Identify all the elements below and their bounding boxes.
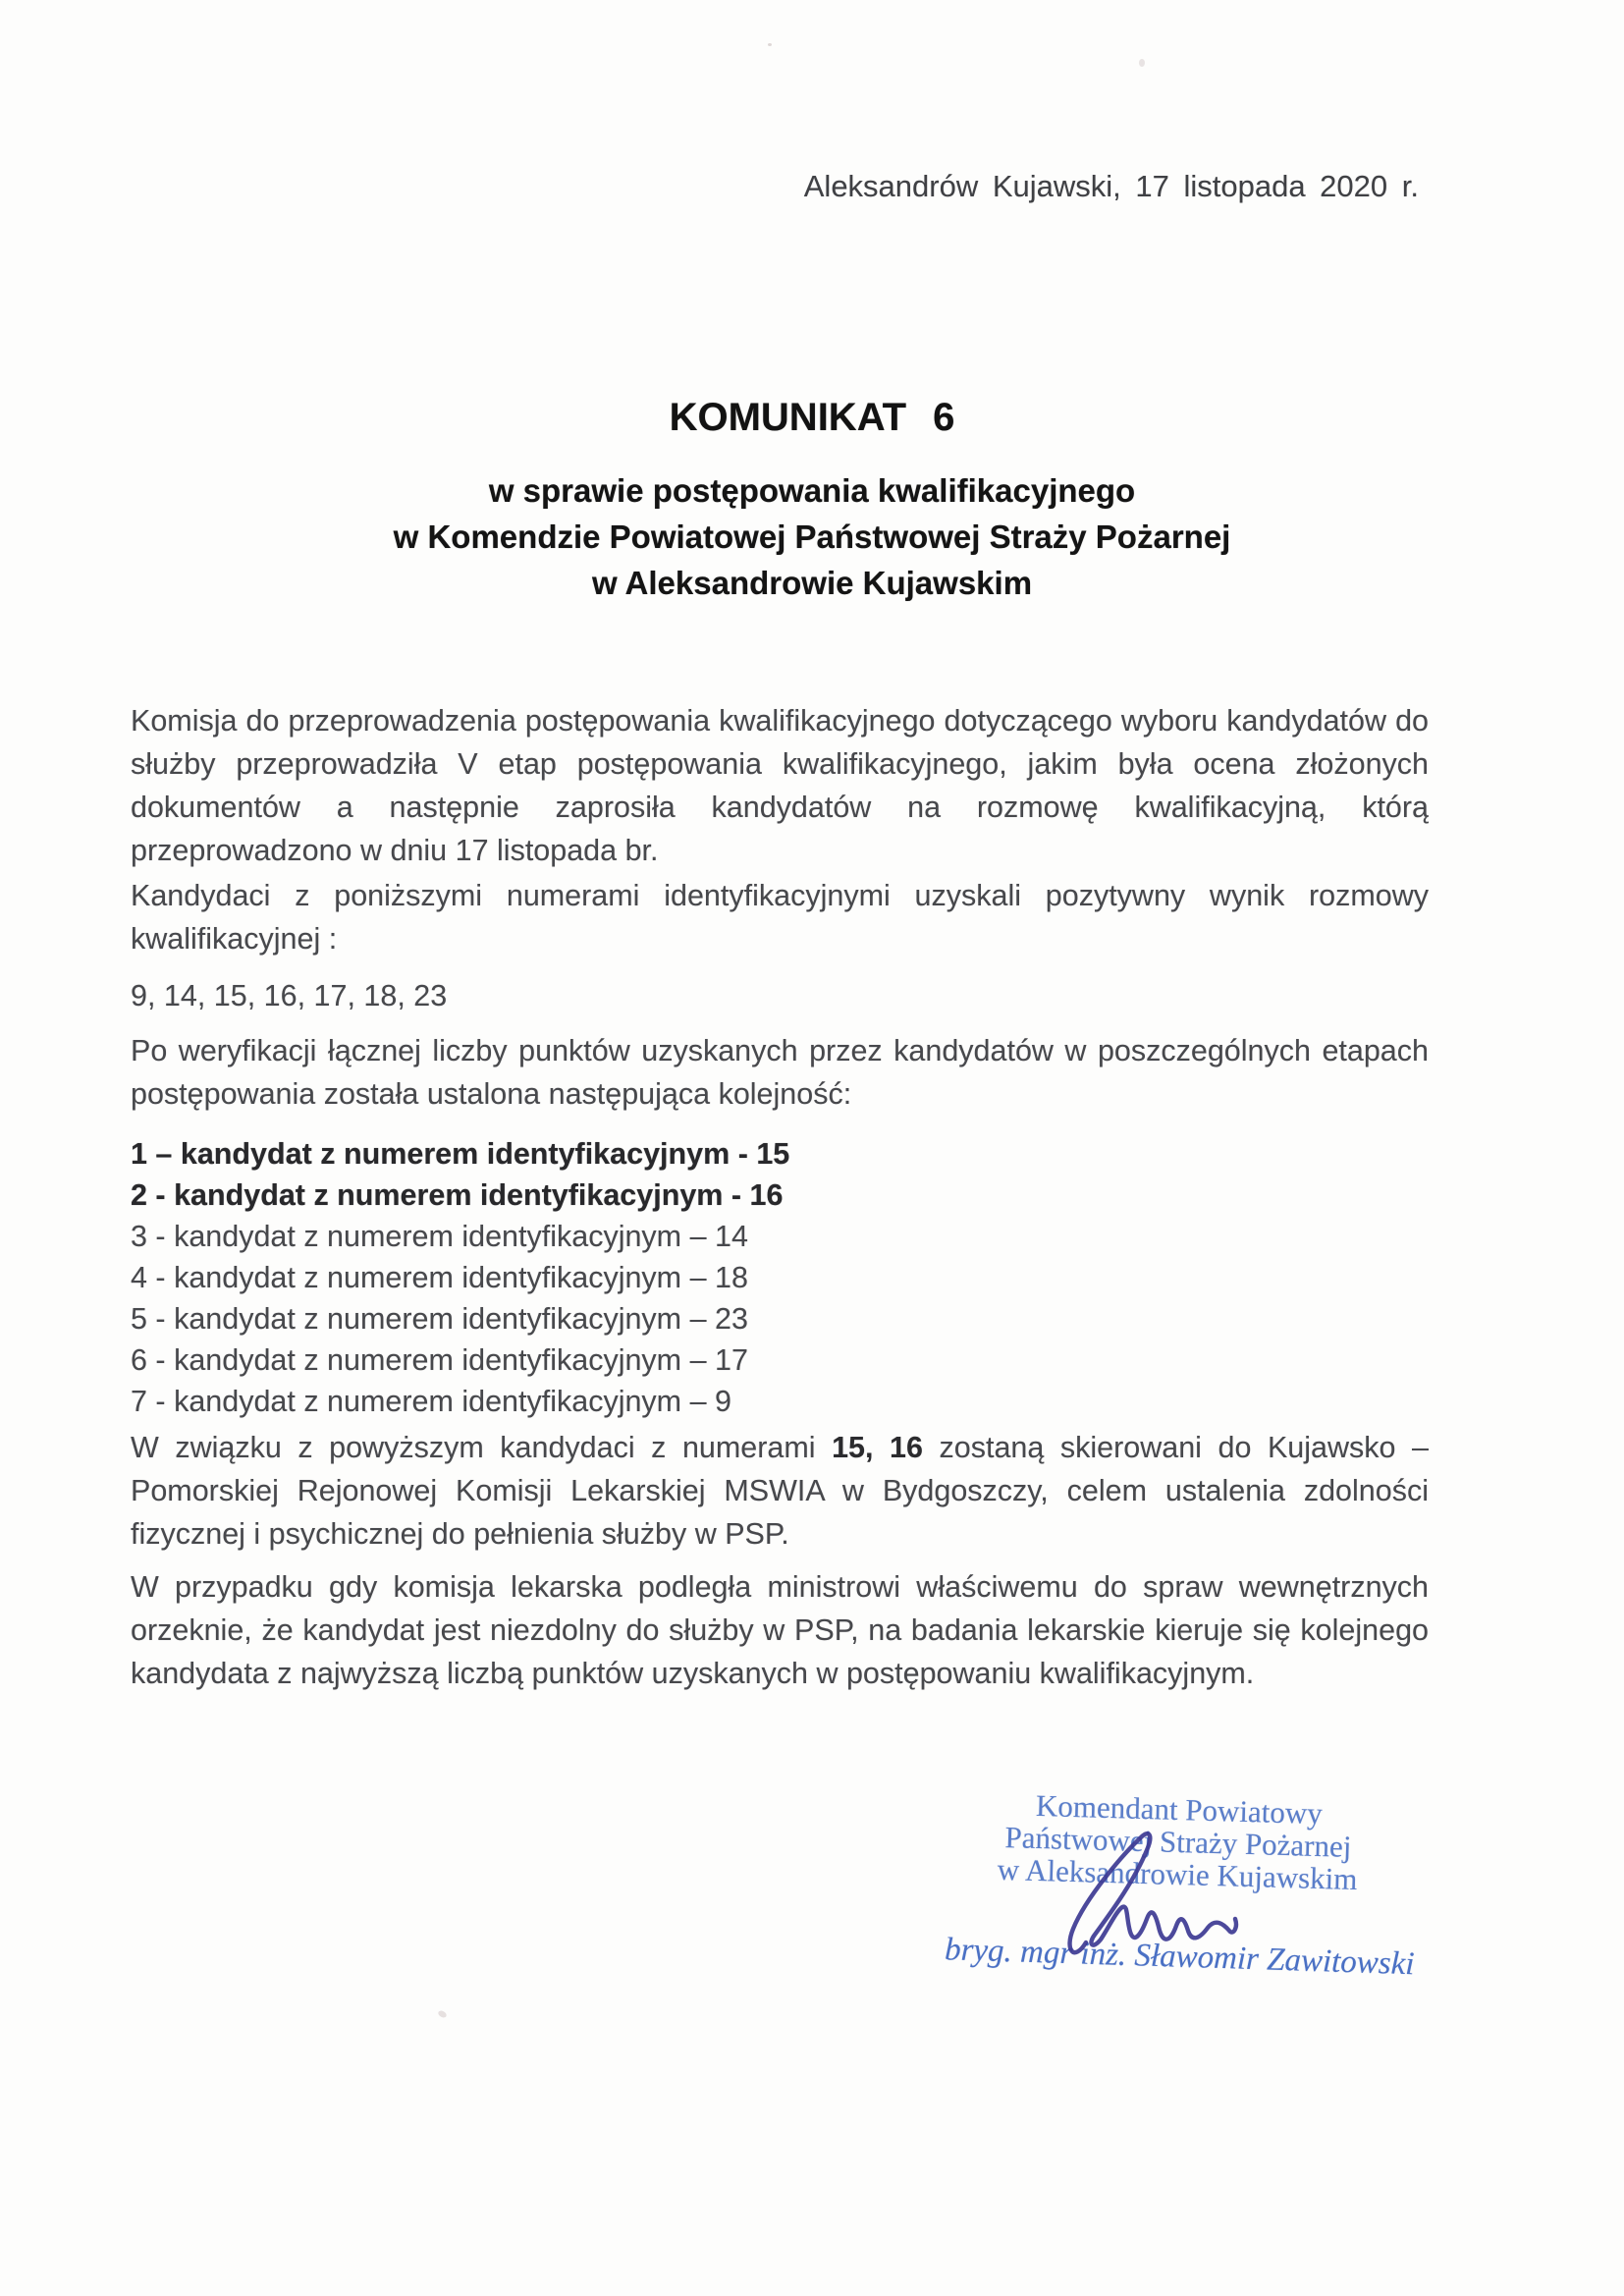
paragraph-committee: Komisja do przeprowadzenia postępowania kwalifikacyjnego dotyczącego wyboru kandydatów do służby przeprowadziła V etap postępowania kwalifikacyjnego, jakim była ocena złożonych dokumentów a następnie zaprosiła kandydatów na rozmowę kwalifikacyjną, którą przeprowadzono w dniu 17 listopada br.	[131, 704, 1429, 867]
ranking-item: 4 - kandydat z numerem identyfikacyjnym – 18	[131, 1261, 748, 1294]
ranking-item: 5 - kandydat z numerem identyfikacyjnym – 23	[131, 1302, 748, 1336]
stamp-line-2: Państwowej Straży Pożarnej	[1004, 1820, 1352, 1864]
paragraph-ranking-intro: Po weryfikacji łącznej liczby punktów uzyskanych przez kandydatów w poszczególnych etapach postępowania została ustalona następująca kolejność:	[131, 1034, 1429, 1111]
stamp-line-3: w Aleksandrowie Kujawskim	[997, 1851, 1358, 1897]
ranking-item: 7 - kandydat z numerem identyfikacyjnym – 9	[131, 1385, 731, 1418]
scan-speck	[437, 2009, 448, 2019]
subtitle-line-1: w sprawie postępowania kwalifikacyjnego	[488, 472, 1136, 509]
ranking-item: 2 - kandydat z numerem identyfikacyjnym - 16	[131, 1178, 784, 1212]
signer-name: bryg. mgr inż. Sławomir Zawitowski	[944, 1932, 1416, 1983]
subtitle-line-3: w Aleksandrowie Kujawskim	[591, 565, 1033, 601]
document-title: KOMUNIKAT 6	[669, 396, 955, 439]
ranking-item: 3 - kandydat z numerem identyfikacyjnym – 14	[131, 1220, 748, 1253]
ranking-item: 1 – kandydat z numerem identyfikacyjnym - 15	[131, 1137, 790, 1171]
document-subtitle	[0, 467, 1624, 606]
scan-speck	[1139, 59, 1145, 67]
stamp-line-1: Komendant Powiatowy	[1035, 1787, 1324, 1831]
ranking-list	[131, 1133, 1429, 1422]
ranking-item: 6 - kandydat z numerem identyfikacyjnym – 17	[131, 1343, 748, 1377]
paragraph-medical: W przypadku gdy komisja lekarska podległa ministrowi właściwemu do spraw wewnętrznych orzeknie, że kandydat jest niezdolny do służby w PSP, na badania lekarskie kieruje się kolejnego kandydata z najwyższą liczbą punktów uzyskanych w postępowaniu kwalifikacyjnym.	[131, 1570, 1429, 1690]
paragraph-candidates-intro: Kandydaci z poniższymi numerami identyfikacyjnymi uzyskali pozytywny wynik rozmowy kwalifikacyjnej :	[131, 879, 1429, 956]
handwritten-signature	[1053, 1827, 1269, 2028]
subtitle-line-2: w Komendzie Powiatowej Państwowej Straży Pożarnej	[393, 519, 1231, 555]
dateline: Aleksandrów Kujawski, 17 listopada 2020 r.	[803, 169, 1419, 203]
paragraph-referral-pre: W związku z powyższym kandydaci z numerami	[131, 1431, 833, 1464]
paragraph-referral-post: zostaną skierowani do Kujawsko – Pomorskiej Rejonowej Komisji Lekarskiej MSWIA w Bydgoszczy, celem ustalenia zdolności fizycznej i psychicznej do pełnienia służby w PSP.	[131, 1431, 1429, 1551]
referred-candidate-numbers: 15, 16	[832, 1431, 923, 1464]
candidate-numbers: 9, 14, 15, 16, 17, 18, 23	[131, 979, 448, 1012]
scan-speck	[768, 43, 772, 46]
paragraph-referral	[131, 1426, 1429, 1556]
